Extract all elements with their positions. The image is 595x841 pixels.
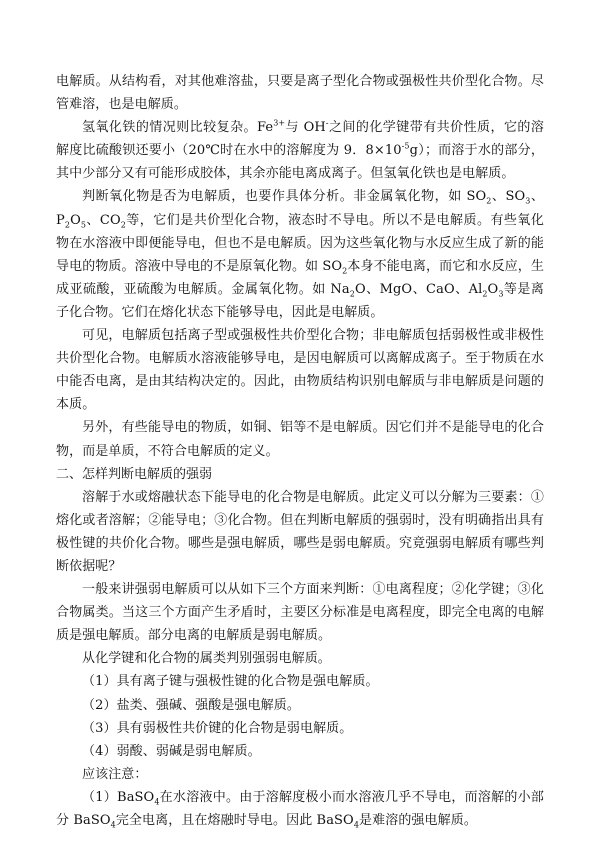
text-run: O [487, 281, 499, 297]
subscript: 2 [349, 289, 355, 299]
text-run: 、P [56, 189, 545, 228]
text-run: 等是离子化合物。它们在熔化状态下能够导电，因此是电解质。 [56, 281, 544, 320]
text-run: O [70, 212, 81, 228]
text-run: 完全电离，且在熔融时导电。因此 BaSO [115, 813, 354, 828]
list-item: （1）具有离子键与强极性键的化合物是强电解质。 [82, 674, 379, 690]
subscript: 4 [110, 820, 116, 830]
paragraph-iron-hydroxide [56, 116, 544, 185]
text-run: 在水溶液中。由于溶解度极小而水溶液几乎不导电，而溶解的小部分 BaSO [56, 789, 544, 828]
paragraph-oxides [56, 185, 544, 324]
superscript: - [325, 118, 329, 128]
text-run: 氢氧化铁的情况则比较复杂。Fe [82, 120, 274, 136]
text-run: （1）BaSO [82, 789, 155, 805]
text-run: 之间的化学键带有共价性质，它的溶解度比硫酸钡还要小（20℃时在水中的溶解度为 9．8×10 [56, 120, 544, 159]
list-item: （4）弱酸、弱碱是弱电解质。 [82, 743, 261, 759]
list-item: （3）具有弱极性共价键的化合物是弱电解质。 [82, 720, 353, 736]
subscript: 2 [342, 266, 348, 276]
subscript: 2 [486, 197, 492, 207]
text-run: 判断氧化物是否为电解质，也要作具体分析。非金属氧化物，如 SO [82, 189, 487, 205]
text-run: O、MgO、CaO、Al [354, 281, 483, 297]
list-item: （2）盐类、强碱、强酸是强电解质。 [82, 697, 300, 713]
section-heading: 二、怎样判断电解质的强弱 [56, 466, 213, 482]
subscript: 2 [64, 220, 71, 230]
paragraph-classification-intro: 从化学键和化合物的属类判别强弱电解质。 [82, 651, 331, 667]
text-run: 、SO [491, 189, 526, 205]
text-run: 本身不能电离，而它和水反应，生成亚硫酸，亚硫酸为电解质。金属氧化物。如 Na [56, 258, 544, 297]
paragraph-text: 电解质。从结构看，对其他难溶盐，只要是离子型化合物或强极性共价型化合物。尽管难溶，也是电解质。 [56, 74, 544, 113]
text-run: 是难溶的强电解质。 [359, 813, 477, 828]
superscript: 3+ [273, 118, 286, 128]
text-run: 、CO [86, 212, 121, 228]
text-run: 与 OH [285, 120, 326, 136]
subscript: 4 [353, 820, 360, 830]
paragraph-criteria: 一般来讲强弱电解质可以从如下三个方面来判断：①电离程度；②化学键；③化合物属类。当这三个方面产生矛盾时，主要区分标准是电离程度，即完全电离的电解质是强电解质。部分电离的电解质是弱电解质。 [56, 582, 544, 644]
subscript: 2 [120, 220, 126, 230]
paragraph-metals-note: 另外，有些能导电的物质，如铜、铝等不是电解质。因它们并不是能导电的化合物，而是单质，不符合电解质的定义。 [56, 420, 544, 459]
subscript: 3 [525, 197, 531, 207]
paragraph-baso4 [56, 786, 544, 832]
paragraph-electrolyte-insoluble [56, 70, 544, 116]
paragraph-note-heading: 应该注意： [82, 766, 148, 782]
paragraph-definition: 溶解于水或熔融状态下能导电的化合物是电解质。此定义可以分解为三要素：①熔化或者溶解；②能导电；③化合物。但在判断电解质的强弱时，没有明确指出具有极性键的共价化合物。哪些是强电解质，哪些是弱电解质。究竟强弱电解质有哪些判断依据呢？ [56, 489, 544, 574]
superscript: -5 [401, 141, 410, 151]
subscript: 5 [80, 220, 87, 230]
subscript: 2 [482, 289, 488, 299]
subscript: 3 [498, 289, 504, 299]
paragraph-conclusion: 可见，电解质包括离子型或强极性共价型化合物；非电解质包括弱极性或非极性共价型化合物。电解质水溶液能够导电，是因电解质可以离解成离子。至于物质在水中能否电离，是由其结构决定的。因此，由物质结构识别电解质与非电解质是问题的本质。 [56, 328, 544, 413]
text-run: 等，它们是共价型化合物，液态时不导电。所以不是电解质。有些氧化物在水溶液中即便能导电，但也不是电解质。因为这些氧化物与水反应生成了新的能导电的物质。溶液中导电的不是原氧化物。如 SO [56, 212, 544, 274]
text-run: g）；而溶于水的部分，其中少部分又有可能形成胶体，其余亦能电离成离子。但氢氧化铁也是电解质。 [56, 143, 545, 182]
subscript: 4 [154, 797, 160, 807]
document-body [56, 70, 544, 832]
